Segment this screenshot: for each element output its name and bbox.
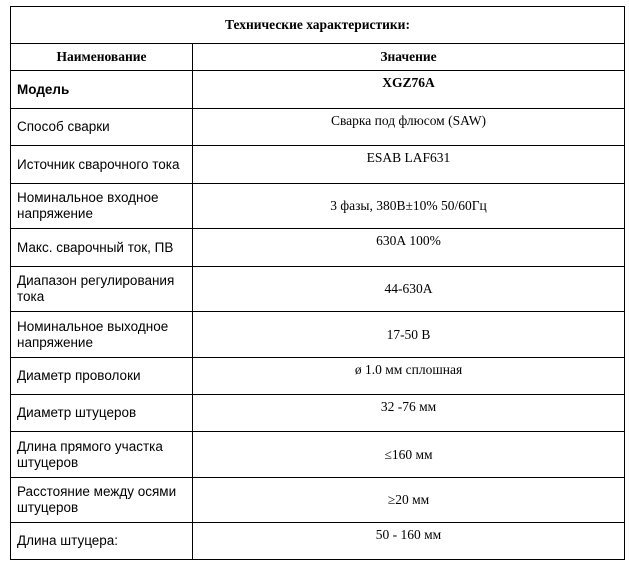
row-value: 17-50 В (193, 312, 625, 358)
table-row (11, 267, 625, 312)
row-name: Номинальное входное напряжение (11, 184, 193, 229)
table-row (11, 395, 625, 432)
table-row (11, 229, 625, 267)
row-name: Длина штуцера: (11, 523, 193, 560)
row-value: ≤160 мм (193, 432, 625, 478)
row-value: ESAB LAF631 (193, 146, 625, 184)
table-row (11, 358, 625, 395)
table-row (11, 109, 625, 146)
row-value: 50 - 160 мм (193, 523, 625, 560)
row-name: Диаметр штуцеров (11, 395, 193, 432)
row-value: ø 1.0 мм сплошная (193, 358, 625, 395)
row-value: Сварка под флюсом (SAW) (193, 109, 625, 146)
row-name: Макс. сварочный ток, ПВ (11, 229, 193, 267)
row-value: 3 фазы, 380В±10% 50/60Гц (193, 184, 625, 229)
row-value: 44-630А (193, 267, 625, 312)
row-name: Способ сварки (11, 109, 193, 146)
table-row (11, 523, 625, 560)
header-value: Значение (193, 44, 625, 71)
table-row (11, 312, 625, 358)
row-name: Длина прямого участка штуцеров (11, 432, 193, 478)
header-name: Наименование (11, 44, 193, 71)
row-name: Расстояние между осями штуцеров (11, 478, 193, 523)
title-row (11, 7, 625, 44)
table-row (11, 184, 625, 229)
table-row (11, 432, 625, 478)
row-name: Источник сварочного тока (11, 146, 193, 184)
row-value: 32 -76 мм (193, 395, 625, 432)
table-row (11, 71, 625, 109)
row-name: Номинальное выходное напряжение (11, 312, 193, 358)
header-row (11, 44, 625, 71)
row-name: Модель (11, 71, 193, 109)
row-name: Диаметр проволоки (11, 358, 193, 395)
row-name: Диапазон регулирования тока (11, 267, 193, 312)
table-row (11, 146, 625, 184)
row-value: XGZ76A (193, 71, 625, 109)
table-row (11, 478, 625, 523)
row-value: ≥20 мм (193, 478, 625, 523)
row-value: 630А 100% (193, 229, 625, 267)
specs-table (10, 6, 625, 560)
table-title: Технические характеристики: (11, 7, 625, 44)
